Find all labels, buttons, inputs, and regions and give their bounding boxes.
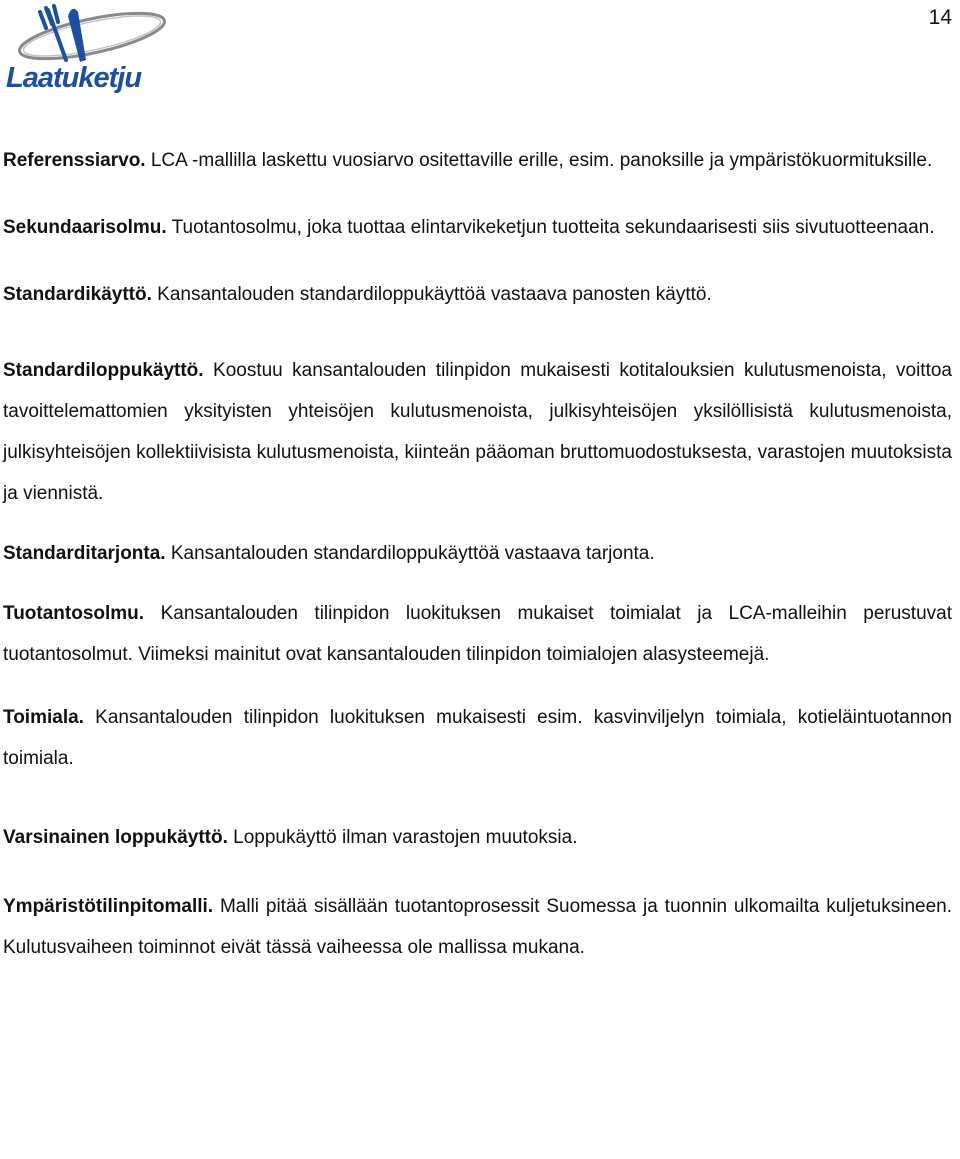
glossary-definition: Kansantalouden standardiloppukäyttöä vastaava panosten käyttö. (151, 284, 712, 305)
glossary-entry-ymparistotilinpitomalli (3, 886, 952, 968)
page-header (0, 0, 960, 120)
glossary-term: Sekundaarisolmu. (3, 217, 167, 238)
glossary-term: Standardiloppukäyttö. (3, 360, 204, 381)
glossary-term: Tuotantosolmu. (3, 603, 145, 624)
glossary-definition: LCA -mallilla laskettu vuosiarvo ositettaville erille, esim. panoksille ja ympäristökuormituksille. (145, 150, 933, 171)
page-number: 14 (928, 6, 952, 29)
glossary-term: Standarditarjonta. (3, 543, 166, 564)
glossary-definition: Malli pitää sisällään tuotantoprosessit Suomessa ja tuonnin ulkomailta kuljetuksineen. Kulutusvaiheen toiminnot eivät tässä vaiheessa ole mallissa mukana. (3, 896, 952, 958)
glossary-definition: Koostuu kansantalouden tilinpidon mukaisesti kotitalouksien kulutusmenoista, voittoa tavoittelemattomien yksityisten yhteisöjen kulutusmenoista, julkisyhteisöjen yksilöllisistä kulutusmenoista, julkisyhteisöjen kollektiivisista kulutusmenoista, kiinteän pääoman bruttomuodostuksesta, varastojen muutoksista ja viennistä. (3, 360, 952, 504)
glossary-entry-varsinainen-loppukaytto (3, 817, 952, 858)
glossary-term: Toimiala. (3, 707, 84, 728)
glossary-entry-standarditarjonta (3, 533, 952, 574)
glossary-term: Varsinainen loppukäyttö. (3, 827, 228, 848)
glossary-term: Standardikäyttö. (3, 284, 152, 305)
glossary-content (3, 140, 952, 968)
glossary-definition: Tuotantosolmu, joka tuottaa elintarvikeketjun tuotteita sekundaarisesti siis sivutuotteenaan. (166, 217, 935, 238)
glossary-term: Ympäristötilinpitomalli. (3, 896, 214, 917)
glossary-definition: Kansantalouden tilinpidon luokituksen mukaiset toimialat ja LCA-malleihin perustuvat tuotantosolmut. Viimeksi mainitut ovat kansantalouden tilinpidon toimialojen alasysteemejä. (3, 603, 952, 665)
glossary-entry-tuotantosolmu (3, 593, 952, 675)
logo-text: Laatuketju (6, 62, 142, 94)
glossary-entry-sekundaarisolmu (3, 207, 952, 248)
glossary-definition: Kansantalouden standardiloppukäyttöä vastaava tarjonta. (165, 543, 655, 564)
glossary-definition: Kansantalouden tilinpidon luokituksen mukaisesti esim. kasvinviljelyn toimiala, kotieläintuotannon toimiala. (3, 707, 952, 769)
glossary-entry-standardikaytto (3, 274, 952, 315)
glossary-term: Referenssiarvo. (3, 150, 146, 171)
laatuketju-logo (2, 2, 170, 102)
glossary-entry-referenssiarvo (3, 140, 952, 181)
glossary-definition: Loppukäyttö ilman varastojen muutoksia. (227, 827, 578, 848)
glossary-entry-toimiala (3, 697, 952, 779)
glossary-entry-standardiloppukaytto (3, 350, 952, 514)
